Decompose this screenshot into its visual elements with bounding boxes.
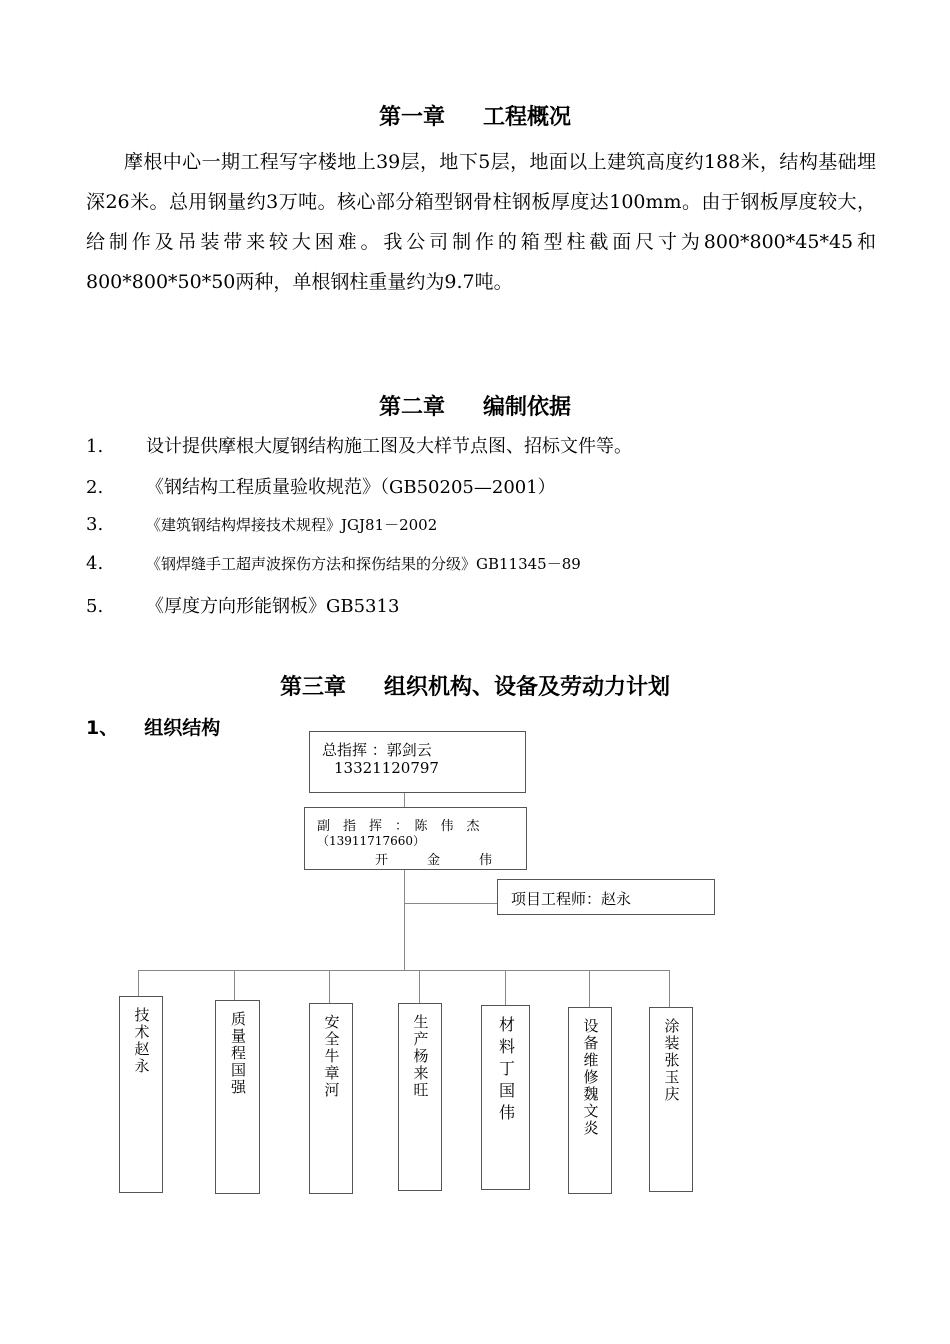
org-top-box (309, 731, 526, 793)
reference-num: 5. (86, 596, 104, 617)
dept-label: 质量程国强 (229, 1011, 247, 1096)
reference-num: 1. (86, 436, 104, 457)
dept-label: 安全牛章河 (322, 1014, 341, 1099)
reference-text: 设计提供摩根大厦钢结构施工图及大样节点图、招标文件等。 (146, 436, 632, 457)
top-commander: 总指挥 ：郭剑云 (322, 741, 432, 759)
project-engineer: 项目工程师：赵永 (511, 890, 632, 908)
section-name: 组织结构 (144, 717, 221, 739)
dept-box-tech (119, 996, 163, 1193)
deputy-second: 开 金 伟 (375, 853, 493, 868)
reference-item (86, 553, 581, 574)
reference-num: 2. (86, 477, 104, 498)
dept-label: 生产杨来旺 (411, 1014, 430, 1099)
reference-num: 4. (86, 553, 104, 574)
section-heading (86, 713, 220, 740)
connector-line (404, 792, 405, 808)
connector-line (404, 869, 405, 970)
dept-box-quality (215, 1000, 260, 1194)
connector-line (505, 970, 506, 1005)
reference-num: 3. (86, 514, 104, 535)
dept-label: 涂装张玉庆 (662, 1018, 681, 1103)
reference-item (86, 514, 437, 535)
connector-line (669, 970, 670, 1007)
chapter1-title: 第一章 (378, 105, 445, 130)
dept-box-material (481, 1005, 530, 1190)
dept-box-production (398, 1003, 442, 1191)
connector-line (589, 970, 590, 1007)
reference-text: 《钢结构工程质量验收规范》（GB50205—2001） (146, 477, 556, 498)
chapter2-title: 第二章 (378, 395, 445, 420)
chapter3-name: 组织机构、设备及劳动力计划 (384, 675, 671, 700)
chapter2-name: 编制依据 (483, 395, 572, 420)
chapter1-name: 工程概况 (483, 105, 572, 130)
top-commander-phone: 13321120797 (334, 759, 439, 777)
reference-text: 《厚度方向形能钢板》GB5313 (146, 596, 400, 617)
reference-text: 《钢焊缝手工超声波探伤方法和探伤结果的分级》GB11345－89 (146, 555, 581, 573)
dept-label: 材料丁国伟 (496, 1016, 516, 1126)
dept-box-coating (649, 1007, 693, 1192)
dept-label: 设备维修魏文炎 (581, 1018, 600, 1137)
section-num: 1、 (86, 717, 119, 739)
connector-line (138, 970, 139, 996)
dept-box-safety (309, 1003, 353, 1194)
org-engineer-box (497, 879, 715, 915)
reference-item (86, 432, 632, 458)
org-deputy-box (304, 807, 527, 870)
dept-box-equipment (568, 1007, 612, 1194)
reference-item (86, 592, 399, 618)
reference-item (86, 473, 556, 499)
chapter1-heading (0, 100, 950, 131)
reference-text: 《建筑钢结构焊接技术规程》JGJ81－2002 (146, 516, 438, 534)
chapter3-title: 第三章 (279, 675, 346, 700)
dept-label: 技术赵永 (132, 1007, 151, 1075)
connector-line (329, 970, 330, 1003)
chapter1-paragraph: 摩根中心一期工程写字楼地上39层，地下5层，地面以上建筑高度约188米，结构基础埋深26米。总用钢量约3万吨。核心部分箱型钢骨柱钢板厚度达100mm。由于钢板厚度较大，给制作及吊装带来较大困难。我公司制作的箱型柱截面尺寸为800*800*45*45和800*800*50*50两种，单根钢柱重量约为9.7吨。 (86, 151, 876, 293)
chapter3-heading (0, 670, 950, 701)
chapter2-heading (0, 390, 950, 421)
deputy-phone: （13911717660） (317, 834, 425, 848)
connector-line (404, 903, 498, 904)
connector-line (234, 970, 235, 1000)
deputy-commander: 副 指 挥 ： 陈 伟 杰 (317, 819, 480, 834)
connector-line (419, 970, 420, 1003)
